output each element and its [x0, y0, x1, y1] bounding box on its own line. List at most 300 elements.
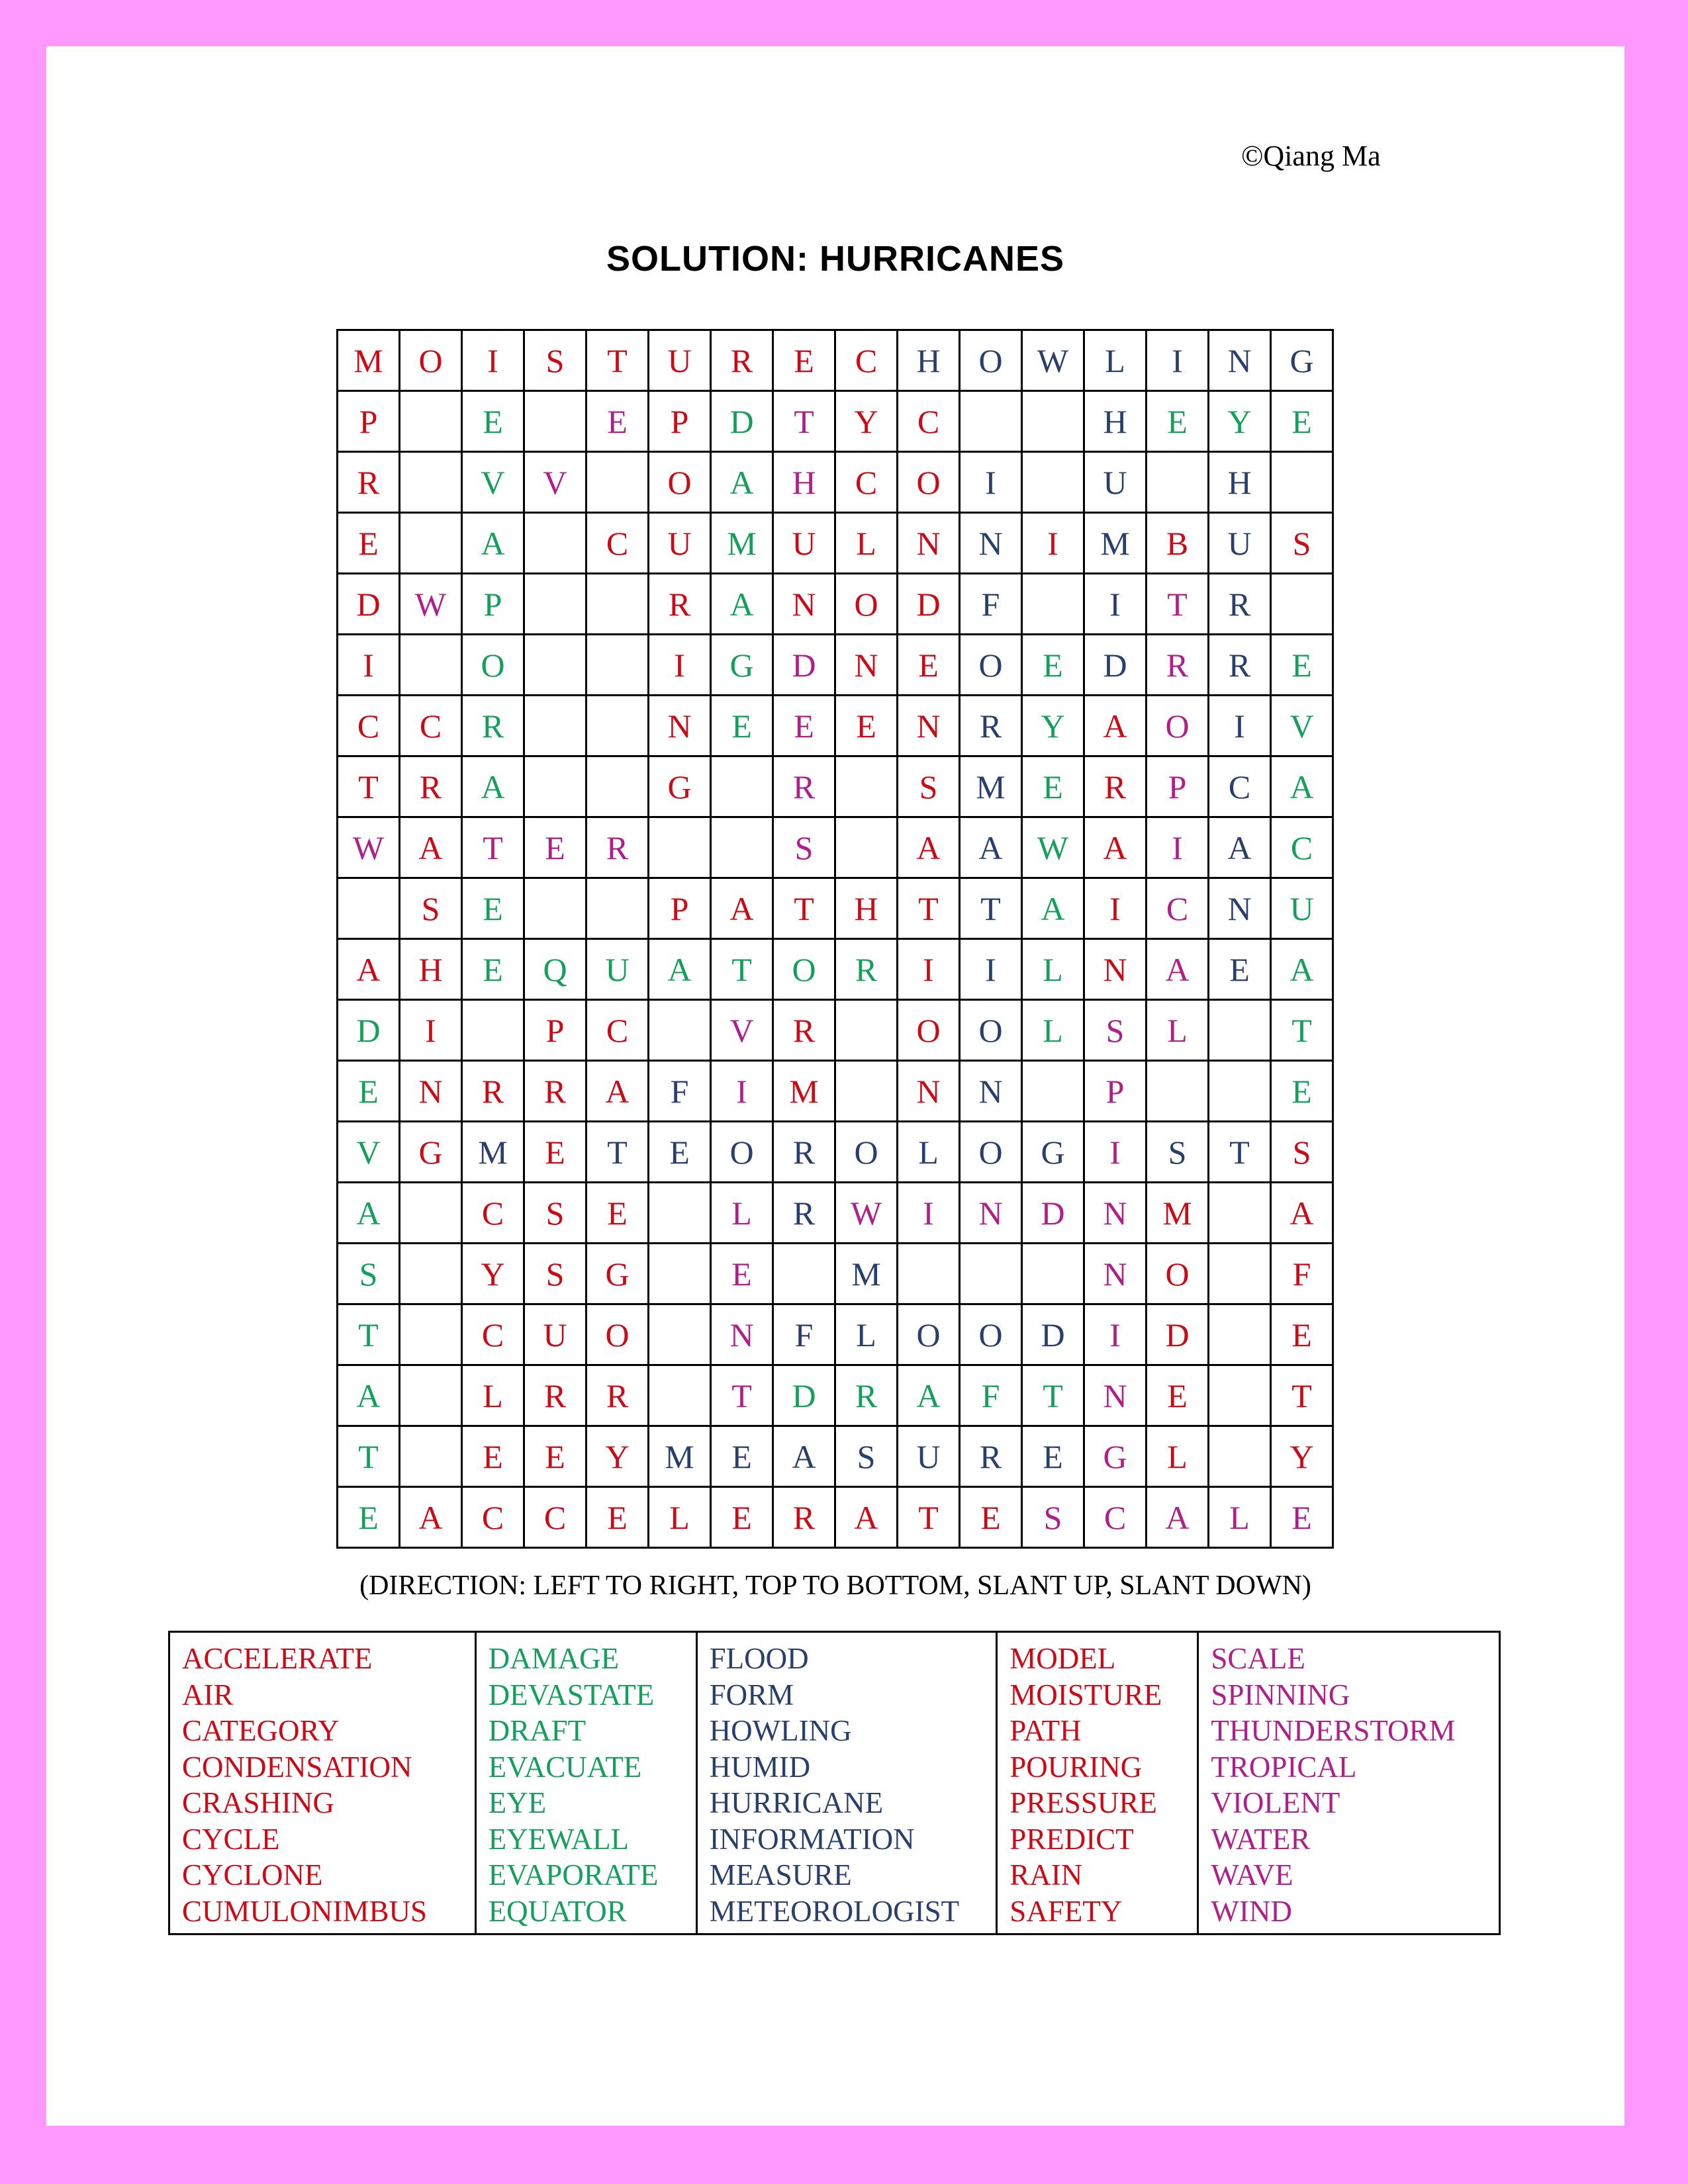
grid-cell: S: [338, 1244, 400, 1304]
grid-cell: R: [960, 696, 1022, 756]
grid-cell: N: [1084, 1365, 1147, 1426]
grid-cell: [835, 756, 898, 817]
grid-cell: E: [711, 1244, 773, 1304]
word-item: DEVASTATE: [488, 1678, 655, 1711]
grid-cell: G: [1271, 330, 1333, 391]
grid-cell: M: [462, 1122, 524, 1183]
grid-cell: M: [649, 1426, 711, 1487]
grid-cell: A: [462, 513, 524, 574]
grid-cell: A: [1271, 939, 1333, 1000]
worksheet-page: [46, 46, 1624, 2126]
grid-cell: I: [960, 939, 1022, 1000]
grid-cell: [524, 513, 586, 574]
word-item: MODEL: [1009, 1642, 1116, 1675]
grid-row: [338, 574, 1333, 635]
grid-cell: C: [524, 1487, 586, 1548]
grid-cell: N: [835, 635, 898, 696]
grid-cell: N: [960, 513, 1022, 574]
grid-cell: A: [711, 452, 773, 513]
grid-cell: T: [711, 939, 773, 1000]
grid-cell: T: [462, 817, 524, 878]
grid-cell: O: [462, 635, 524, 696]
grid-cell: [1022, 452, 1084, 513]
grid-cell: E: [1271, 1487, 1333, 1548]
grid-cell: E: [960, 1487, 1022, 1548]
grid-cell: [400, 452, 462, 513]
grid-cell: C: [835, 452, 898, 513]
grid-cell: G: [711, 635, 773, 696]
grid-row: [338, 1365, 1333, 1426]
grid-cell: [586, 452, 649, 513]
grid-cell: [1209, 1304, 1271, 1365]
word-item: DRAFT: [488, 1714, 586, 1747]
grid-cell: U: [649, 330, 711, 391]
grid-cell: C: [462, 1487, 524, 1548]
grid-cell: A: [462, 756, 524, 817]
word-item: ACCELERATE: [182, 1642, 373, 1675]
grid-cell: E: [711, 696, 773, 756]
grid-cell: G: [1022, 1122, 1084, 1183]
grid-cell: D: [773, 635, 835, 696]
grid-cell: A: [1209, 817, 1271, 878]
grid-cell: E: [462, 878, 524, 939]
grid-cell: C: [1084, 1487, 1147, 1548]
word-item: WAVE: [1211, 1858, 1293, 1891]
word-item: SPINNING: [1211, 1678, 1350, 1711]
word-item: EQUATOR: [488, 1894, 627, 1928]
grid-cell: R: [711, 330, 773, 391]
grid-cell: Y: [462, 1244, 524, 1304]
word-item: INFORMATION: [709, 1822, 915, 1856]
grid-cell: N: [898, 1061, 960, 1122]
grid-cell: N: [960, 1061, 1022, 1122]
grid-cell: L: [1084, 330, 1147, 391]
grid-cell: I: [711, 1061, 773, 1122]
grid-cell: E: [462, 1426, 524, 1487]
grid-cell: R: [773, 1183, 835, 1244]
grid-cell: A: [1271, 1183, 1333, 1244]
copyright-text: ©Qiang Ma: [1241, 140, 1381, 172]
grid-cell: C: [1209, 756, 1271, 817]
word-column: [1199, 1633, 1499, 1933]
grid-cell: T: [1022, 1365, 1084, 1426]
grid-cell: [586, 574, 649, 635]
grid-cell: [960, 391, 1022, 452]
word-item: TROPICAL: [1211, 1750, 1357, 1784]
grid-cell: [1209, 1365, 1271, 1426]
grid-cell: [524, 756, 586, 817]
word-item: CRASHING: [182, 1786, 335, 1819]
grid-cell: T: [338, 1426, 400, 1487]
grid-cell: I: [1147, 330, 1209, 391]
grid-cell: C: [400, 696, 462, 756]
grid-cell: [462, 1000, 524, 1061]
grid-cell: S: [1084, 1000, 1147, 1061]
word-item: CUMULONIMBUS: [182, 1894, 428, 1928]
grid-cell: V: [711, 1000, 773, 1061]
grid-cell: C: [338, 696, 400, 756]
grid-cell: D: [1022, 1304, 1084, 1365]
grid-cell: E: [649, 1122, 711, 1183]
grid-cell: F: [1271, 1244, 1333, 1304]
grid-cell: W: [1022, 817, 1084, 878]
grid-cell: O: [960, 1122, 1022, 1183]
grid-cell: [1209, 1244, 1271, 1304]
grid-cell: [835, 1061, 898, 1122]
grid-cell: R: [586, 1365, 649, 1426]
grid-cell: F: [649, 1061, 711, 1122]
grid-cell: C: [835, 330, 898, 391]
grid-cell: S: [773, 817, 835, 878]
grid-row: [338, 1304, 1333, 1365]
grid-cell: R: [524, 1061, 586, 1122]
grid-cell: R: [835, 1365, 898, 1426]
grid-cell: M: [711, 513, 773, 574]
grid-cell: T: [338, 1304, 400, 1365]
grid-cell: [898, 1244, 960, 1304]
grid-cell: O: [898, 1304, 960, 1365]
grid-cell: [649, 1000, 711, 1061]
grid-cell: A: [898, 817, 960, 878]
word-item: EVACUATE: [488, 1750, 642, 1784]
grid-cell: I: [1147, 817, 1209, 878]
grid-cell: M: [1147, 1183, 1209, 1244]
grid-cell: R: [586, 817, 649, 878]
grid-row: [338, 1061, 1333, 1122]
grid-cell: [711, 756, 773, 817]
grid-cell: M: [338, 330, 400, 391]
grid-cell: A: [1084, 817, 1147, 878]
grid-row: [338, 1487, 1333, 1548]
grid-cell: E: [1147, 391, 1209, 452]
grid-cell: Y: [1271, 1426, 1333, 1487]
grid-cell: L: [898, 1122, 960, 1183]
grid-cell: [400, 391, 462, 452]
grid-cell: [649, 1244, 711, 1304]
grid-cell: [586, 635, 649, 696]
grid-cell: S: [898, 756, 960, 817]
grid-cell: S: [1022, 1487, 1084, 1548]
word-item: HURRICANE: [709, 1786, 884, 1819]
word-item: PRESSURE: [1009, 1786, 1157, 1819]
word-item: CONDENSATION: [182, 1750, 412, 1784]
grid-cell: N: [898, 696, 960, 756]
grid-cell: T: [773, 391, 835, 452]
grid-cell: N: [1084, 1244, 1147, 1304]
grid-cell: L: [649, 1487, 711, 1548]
grid-cell: R: [1209, 635, 1271, 696]
grid-cell: O: [898, 452, 960, 513]
grid-cell: S: [524, 1183, 586, 1244]
word-item: PREDICT: [1009, 1822, 1134, 1856]
grid-cell: E: [462, 391, 524, 452]
word-item: EYE: [488, 1786, 547, 1819]
grid-cell: E: [1022, 1426, 1084, 1487]
grid-cell: E: [1022, 756, 1084, 817]
word-item: THUNDERSTORM: [1211, 1714, 1456, 1747]
grid-cell: C: [1271, 817, 1333, 878]
grid-cell: [835, 1000, 898, 1061]
grid-cell: H: [773, 452, 835, 513]
grid-cell: E: [338, 513, 400, 574]
word-item: DAMAGE: [488, 1642, 620, 1675]
grid-cell: Y: [586, 1426, 649, 1487]
grid-cell: E: [711, 1487, 773, 1548]
grid-cell: N: [773, 574, 835, 635]
grid-cell: A: [1084, 696, 1147, 756]
word-search-grid: [336, 329, 1334, 1549]
grid-cell: S: [400, 878, 462, 939]
grid-cell: A: [1271, 756, 1333, 817]
grid-cell: U: [586, 939, 649, 1000]
direction-note: (DIRECTION: LEFT TO RIGHT, TOP TO BOTTOM, SLANT UP, SLANT DOWN): [359, 1570, 1311, 1601]
grid-cell: A: [1147, 1487, 1209, 1548]
grid-cell: O: [960, 1304, 1022, 1365]
grid-cell: A: [338, 1183, 400, 1244]
grid-cell: E: [462, 939, 524, 1000]
grid-cell: O: [586, 1304, 649, 1365]
grid-cell: V: [338, 1122, 400, 1183]
grid-cell: H: [898, 330, 960, 391]
grid-cell: S: [835, 1426, 898, 1487]
word-item: MOISTURE: [1009, 1678, 1162, 1711]
grid-cell: [649, 1304, 711, 1365]
grid-row: [338, 1183, 1333, 1244]
grid-cell: C: [586, 513, 649, 574]
grid-cell: Y: [1022, 696, 1084, 756]
grid-cell: F: [773, 1304, 835, 1365]
grid-row: [338, 391, 1333, 452]
grid-cell: P: [338, 391, 400, 452]
grid-cell: T: [1271, 1365, 1333, 1426]
grid-cell: C: [898, 391, 960, 452]
grid-cell: I: [960, 452, 1022, 513]
grid-cell: E: [586, 1487, 649, 1548]
grid-cell: A: [338, 939, 400, 1000]
grid-cell: G: [400, 1122, 462, 1183]
word-item: CYCLE: [182, 1822, 280, 1856]
grid-cell: A: [898, 1365, 960, 1426]
word-item: METEOROLOGIST: [709, 1894, 960, 1928]
grid-cell: E: [773, 330, 835, 391]
grid-cell: E: [898, 635, 960, 696]
grid-cell: [711, 817, 773, 878]
grid-cell: C: [462, 1183, 524, 1244]
word-column: [477, 1633, 698, 1933]
grid-cell: [586, 696, 649, 756]
grid-cell: R: [462, 696, 524, 756]
grid-cell: R: [773, 1000, 835, 1061]
grid-cell: I: [400, 1000, 462, 1061]
grid-cell: T: [586, 1122, 649, 1183]
grid-cell: D: [338, 574, 400, 635]
grid-cell: E: [338, 1487, 400, 1548]
grid-cell: [960, 1244, 1022, 1304]
grid-row: [338, 1244, 1333, 1304]
grid-cell: E: [524, 817, 586, 878]
grid-cell: A: [1147, 939, 1209, 1000]
grid-cell: T: [1147, 574, 1209, 635]
grid-cell: H: [400, 939, 462, 1000]
grid-cell: U: [649, 513, 711, 574]
grid-cell: O: [960, 1000, 1022, 1061]
grid-cell: H: [1209, 452, 1271, 513]
grid-cell: W: [835, 1183, 898, 1244]
grid-cell: I: [1084, 878, 1147, 939]
word-item: CYCLONE: [182, 1858, 323, 1891]
grid-cell: P: [649, 878, 711, 939]
word-item: SCALE: [1211, 1642, 1305, 1675]
grid-cell: W: [400, 574, 462, 635]
grid-cell: O: [649, 452, 711, 513]
grid-cell: S: [524, 330, 586, 391]
grid-cell: P: [1147, 756, 1209, 817]
grid-cell: C: [1147, 878, 1209, 939]
grid-cell: N: [649, 696, 711, 756]
grid-cell: I: [898, 1183, 960, 1244]
grid-cell: M: [835, 1244, 898, 1304]
grid-cell: P: [462, 574, 524, 635]
grid-cell: I: [338, 635, 400, 696]
grid-cell: E: [1022, 635, 1084, 696]
grid-cell: R: [960, 1426, 1022, 1487]
grid-cell: D: [898, 574, 960, 635]
grid-cell: O: [1147, 696, 1209, 756]
grid-cell: R: [338, 452, 400, 513]
grid-cell: T: [1209, 1122, 1271, 1183]
grid-cell: R: [835, 939, 898, 1000]
grid-cell: O: [835, 1122, 898, 1183]
grid-cell: [586, 878, 649, 939]
grid-cell: W: [1022, 330, 1084, 391]
grid-cell: V: [524, 452, 586, 513]
grid-cell: E: [773, 696, 835, 756]
grid-cell: E: [1209, 939, 1271, 1000]
grid-row: [338, 1426, 1333, 1487]
word-item: SAFETY: [1009, 1894, 1123, 1928]
word-item: WIND: [1211, 1894, 1292, 1928]
grid-cell: V: [1271, 696, 1333, 756]
grid-cell: U: [898, 1426, 960, 1487]
grid-cell: E: [524, 1426, 586, 1487]
grid-row: [338, 1000, 1333, 1061]
word-list-table: [168, 1631, 1501, 1935]
grid-cell: R: [1084, 756, 1147, 817]
grid-row: [338, 513, 1333, 574]
grid-cell: E: [1271, 391, 1333, 452]
grid-cell: N: [1209, 878, 1271, 939]
grid-cell: N: [1084, 1183, 1147, 1244]
word-item: FLOOD: [709, 1642, 809, 1675]
grid-cell: [1022, 1244, 1084, 1304]
grid-cell: I: [1084, 1122, 1147, 1183]
word-column: [998, 1633, 1199, 1933]
grid-cell: E: [711, 1426, 773, 1487]
grid-cell: L: [711, 1183, 773, 1244]
grid-cell: [400, 1183, 462, 1244]
grid-cell: E: [1271, 1061, 1333, 1122]
grid-cell: V: [462, 452, 524, 513]
word-item: VIOLENT: [1211, 1786, 1340, 1819]
grid-cell: [524, 574, 586, 635]
grid-cell: I: [1084, 1304, 1147, 1365]
grid-cell: D: [338, 1000, 400, 1061]
grid-cell: Q: [524, 939, 586, 1000]
grid-cell: A: [338, 1365, 400, 1426]
word-item: MEASURE: [709, 1858, 852, 1891]
grid-cell: O: [400, 330, 462, 391]
grid-cell: H: [1084, 391, 1147, 452]
grid-cell: R: [1209, 574, 1271, 635]
grid-cell: I: [1022, 513, 1084, 574]
grid-cell: E: [524, 1122, 586, 1183]
grid-cell: W: [338, 817, 400, 878]
grid-cell: [400, 1244, 462, 1304]
grid-cell: A: [711, 574, 773, 635]
grid-row: [338, 635, 1333, 696]
grid-cell: I: [649, 635, 711, 696]
grid-cell: [400, 513, 462, 574]
grid-cell: M: [960, 756, 1022, 817]
grid-cell: [1271, 574, 1333, 635]
grid-cell: O: [960, 330, 1022, 391]
grid-cell: D: [1022, 1183, 1084, 1244]
grid-cell: N: [1084, 939, 1147, 1000]
grid-cell: G: [1084, 1426, 1147, 1487]
grid-cell: G: [586, 1244, 649, 1304]
grid-cell: R: [1147, 635, 1209, 696]
grid-cell: [400, 1365, 462, 1426]
grid-cell: O: [773, 939, 835, 1000]
grid-cell: E: [586, 1183, 649, 1244]
grid-cell: L: [462, 1365, 524, 1426]
grid-cell: I: [462, 330, 524, 391]
grid-cell: [1147, 1061, 1209, 1122]
grid-cell: C: [462, 1304, 524, 1365]
grid-cell: N: [1209, 330, 1271, 391]
grid-cell: L: [835, 513, 898, 574]
grid-cell: E: [586, 391, 649, 452]
grid-cell: L: [835, 1304, 898, 1365]
grid-cell: E: [1271, 635, 1333, 696]
word-item: EVAPORATE: [488, 1858, 659, 1891]
grid-cell: L: [1209, 1487, 1271, 1548]
grid-cell: [649, 1183, 711, 1244]
grid-cell: M: [773, 1061, 835, 1122]
grid-cell: A: [649, 939, 711, 1000]
grid-cell: A: [711, 878, 773, 939]
grid-cell: I: [1209, 696, 1271, 756]
grid-cell: R: [773, 756, 835, 817]
grid-cell: F: [960, 574, 1022, 635]
grid-cell: N: [400, 1061, 462, 1122]
grid-cell: U: [524, 1304, 586, 1365]
grid-cell: L: [1147, 1000, 1209, 1061]
grid-cell: G: [649, 756, 711, 817]
grid-cell: D: [711, 391, 773, 452]
word-item: HUMID: [709, 1750, 811, 1784]
grid-cell: T: [960, 878, 1022, 939]
grid-row: [338, 1122, 1333, 1183]
grid-cell: [1022, 574, 1084, 635]
grid-cell: [1209, 1061, 1271, 1122]
grid-cell: [649, 1365, 711, 1426]
grid-cell: B: [1147, 513, 1209, 574]
grid-cell: U: [1084, 452, 1147, 513]
grid-cell: A: [400, 1487, 462, 1548]
grid-cell: A: [1022, 878, 1084, 939]
grid-cell: A: [586, 1061, 649, 1122]
